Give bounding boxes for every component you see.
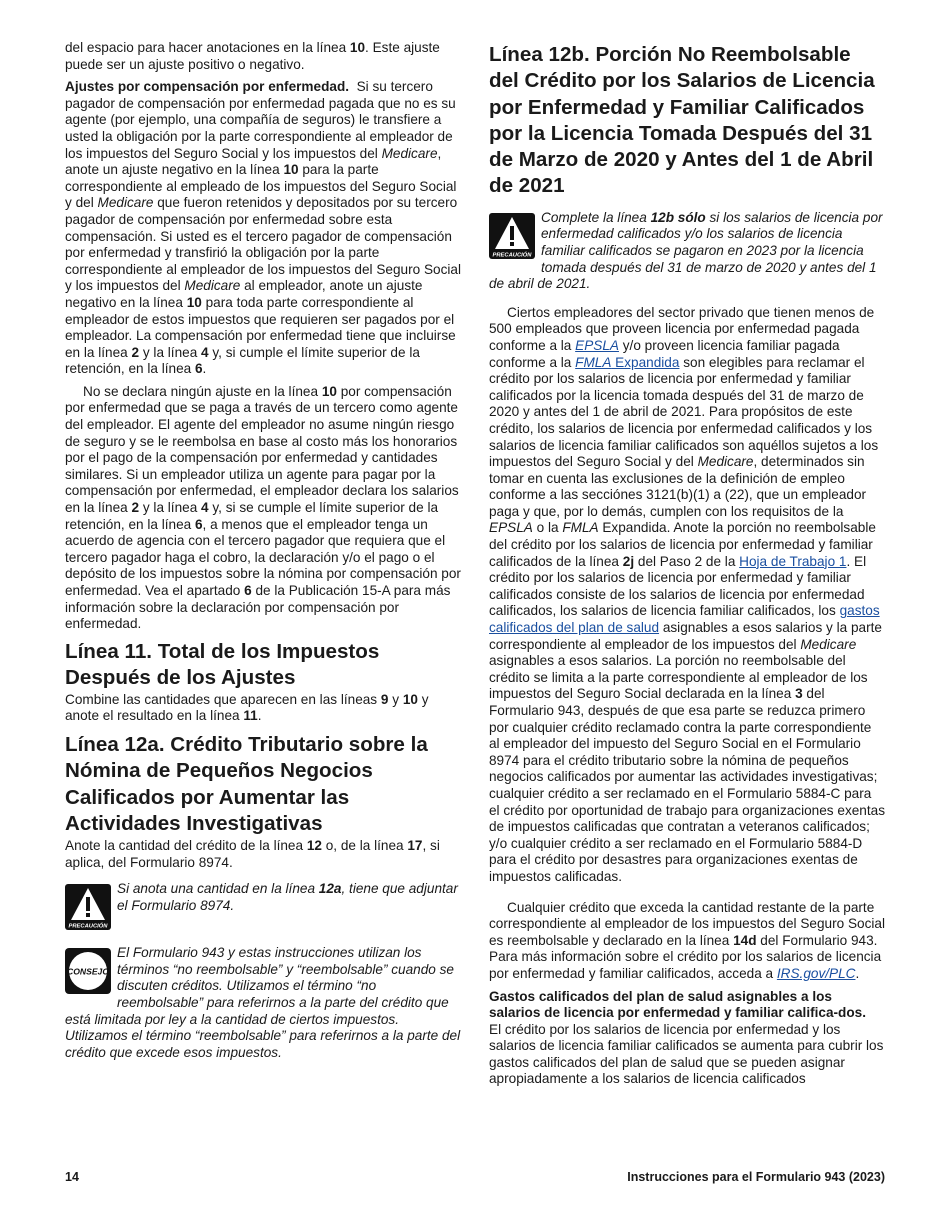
link-hoja-de-trabajo-1[interactable]: Hoja de Trabajo 1	[739, 553, 847, 569]
paragraph-line-11: Combine las cantidades que aparecen en las líneas 9 y 10 y anote el resultado en la línea 11.	[65, 691, 429, 724]
paragraph-12b-main: Ciertos empleadores del sector privado que tienen menos de 500 empleados que proveen licencia por enfermedad pagada conforme a la EPSLA y/o proveen licencia familiar pagada conforme a la FMLA Expandida son elegibles para reclamar el crédito por los salarios de licencia por enfermedad y familiar calificados por la licencia tomada después del 31 de marzo de 2020 y antes del 1 de abril de 2021. Para propósitos de este crédito, los salarios de licencia por enfermedad calificados y los salarios de licencia familiar calificados son aquéllos sujetos a los impuestos del Seguro Social y del Medicare, determinados sin tomar en cuenta las exclusiones de la definición de empleo conforme a las secciónes 3121(b)(1) a (22), que un empleador paga y que, por lo demás, cumplen con los requisitos de la EPSLA o la FMLA Expandida. Anote la porción no reembolsable del crédito por los salarios de licencia por enfermedad y familiar calificados de la línea 2j del Paso 2 de la Hoja de Trabajo 1. El crédito por los salarios de licencia por enfermedad y familiar calificados consiste de los salarios de licencia por enfermedad calificados, los salarios de licencia familiar calificados, los gastos calificados del plan de salud asignables a esos salarios y la parte correspondiente al empleador de los impuestos del Medicare asignables a esos salarios. La porción no reembolsable del crédito se limita a la parte correspondiente al empleador de los impuestos del Seguro Social declarada en la línea 3 del Formulario 943, después de que esa parte se reduzca primero por cualquier crédito reclamado contra la parte correspondiente al empleador del impuesto del Seguro Social en el Formulario 8974 para el crédito tributario sobre la nómina de pequeños negocios calificados por aumentar las actividades investigativas; cualquier crédito a ser reclamado en el Formulario 5884-C para el crédito por oportunidad de trabajo para organizaciones exentas de impuestos calificadas que contratan a veteranos calificados; y/o cualquier crédito a ser reclamado en el Formulario 5884-D para el crédito por desastres para organizaciones exentas de impuestos calificadas.	[489, 304, 885, 884]
tip-text: El Formulario 943 y estas instrucciones utilizan los términos “no reembolsable” y “reembolsable” cuando se discuten créditos. Utilizamos el término “no reembolsable” para referirnos a la parte del crédito que está limitada por ley a la cantidad de ciertos impuestos. Utilizamos el término “reembolsable” para referirnos a la parte del crédito que excede esos impuestos.	[65, 945, 461, 1060]
page-number: 14	[65, 1170, 79, 1184]
caution-label: PRECAUCIÓN	[68, 923, 108, 930]
caution-callout-12a	[65, 881, 462, 929]
tip-label: CONSEJO	[66, 966, 110, 977]
caution-callout-12b	[489, 210, 885, 293]
left-column	[65, 40, 462, 1061]
caution-label: PRECAUCIÓN	[492, 252, 532, 259]
paragraph-continuation: del espacio para hacer anotaciones en la línea 10. Este ajuste puede ser un ajuste positivo o negativo.	[65, 40, 440, 72]
tip-consejo-icon	[65, 948, 111, 994]
health-plan-heading: Gastos calificados del plan de salud asignables a los salarios de licencia por enfermedad y familiar califica-dos.	[489, 988, 867, 1021]
link-irs-plc[interactable]: IRS.gov/PLC	[776, 965, 856, 981]
link-fmla-expandida[interactable]: FMLA Expandida	[575, 354, 680, 370]
footer-doc-title: Instrucciones para el Formulario 943 (2023)	[627, 1170, 885, 1184]
heading-line-12a: Línea 12a. Crédito Tributario sobre la Nómina de Pequeños Negocios Calificados por Aumentar las Actividades Investigativas	[65, 732, 428, 836]
paragraph-line-12a: Anote la cantidad del crédito de la línea 12 o, de la línea 17, si aplica, del Formulario 8974.	[65, 837, 440, 870]
caution-text-12a: Si anota una cantidad en la línea 12a, tiene que adjuntar el Formulario 8974.	[117, 881, 458, 913]
paragraph-health-plan: Gastos calificados del plan de salud asignables a los salarios de licencia por enfermedad y familiar califica-dos. El crédito por los salarios de licencia por enfermedad y los salarios de licencia familiar calificados se aumenta para cubrir los gastos calificados del plan de salud que se pueden asignar apropiadamente a los salarios de licencia calificados	[489, 988, 884, 1087]
caution-text-12b: Complete la línea 12b sólo si los salarios de licencia por enfermedad calificados y/o los salarios de licencia familiar calificados se pagaron en 2023 por la licencia tomada después del 31 de marzo de 2020 y antes del 1 de abril de 2021.	[489, 209, 883, 292]
heading-line-12b: Línea 12b. Porción No Reembolsable del Crédito por los Salarios de Licencia por Enfermedad y Familiar Calificados por la Licencia Tomada Después del 31 de Marzo de 2020 y Antes del 1 de Abril de 2021	[489, 43, 875, 198]
link-gastos-calificados[interactable]: gastos calificados del plan de salud	[489, 603, 880, 636]
tip-callout	[65, 945, 462, 1061]
paragraph-refundable: Cualquier crédito que exceda la cantidad restante de la parte correspondiente al empleador de los impuestos del Seguro Social es reembolsable y declarado en la línea 14d del Formulario 943. Para más información sobre el crédito por los salarios de licencia por enfermedad y familiar calificados, acceda a IRS.gov/PLC.	[489, 899, 885, 981]
heading-line-11: Línea 11. Total de los Impuestos Después de los Ajustes	[65, 639, 380, 690]
link-epsla[interactable]: EPSLA	[575, 337, 619, 353]
caution-warning-icon	[489, 213, 535, 259]
sick-pay-paragraph: Ajustes por compensación por enfermedad. Si su tercero pagador de compensación por enfermedad pagada que no es su agente (por ejemplo, una compañía de seguros) le transfiere a usted la obligación por la parte correspondiente al empleador de los impuestos del Seguro Social y los impuestos del Medicare, anote un ajuste negativo en la línea 10 para la parte correspondiente al empleado de los impuestos del Seguro Social y del Medicare que fueron retenidos y depositados por su tercero pagador de compensación por enfermedad sobre esta compensación. Si usted es el tercero pagador de compensación por enfermedad y transfirió la obligación por la parte correspondiente al empleador de los impuestos del Seguro Social y los impuestos del Medicare al empleador, anote un ajuste negativo en la línea 10 para toda parte correspondiente al empleador de estos impuestos que requieren ser pagados por el empleador. La compensación por enfermedad tiene que incluirse en la línea 2 y la línea 4 y, si cumple el límite superior de la retención, en la línea 6.	[65, 79, 461, 377]
sick-pay-agent-paragraph: No se declara ningún ajuste en la línea 10 por compensación por enfermedad que se paga a través de un tercero como agente del empleador. El agente del empleador no asume ningún riesgo de seguro y se le reembolsa en base al costo más los honorarios por el pago de la compensación por enfermedad y cantidades similares. Si un empleador utiliza un agente para pagar por la compensación por enfermedad, el empleador declara los salarios en la línea 2 y la línea 4 y, si se cumple el límite superior de la retención, en la línea 6, a menos que el empleador tenga un acuerdo de agencia con el tercero pagador que requiera que el tercero pagador haga el cobro, la declaración y/o el pago o el depósito de los impuestos sobre la nómina por compensación por enfermedad. Vea el apartado 6 de la Publicación 15-A para más información sobre la declaración por compensación por enfermedad.	[65, 383, 461, 632]
sick-pay-heading: Ajustes por compensación por enfermedad.	[65, 79, 350, 95]
caution-warning-icon	[65, 884, 111, 930]
right-column	[489, 40, 885, 1088]
